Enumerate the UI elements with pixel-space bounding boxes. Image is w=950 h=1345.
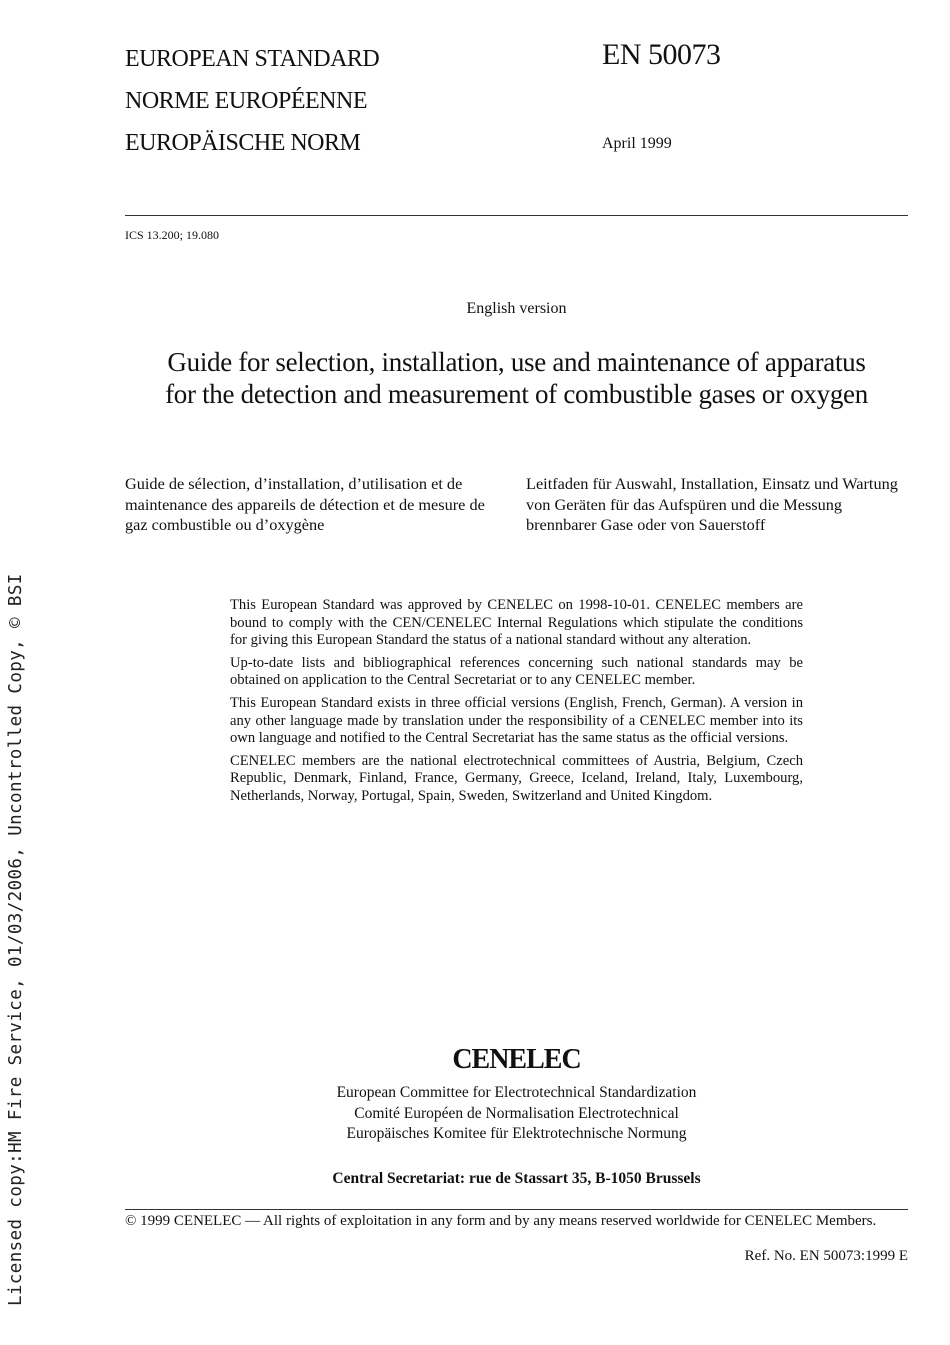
- body-paragraph: This European Standard was approved by CENELEC on 1998-10-01. CENELEC members are bound to comply with the CEN/CENELEC Internal Regulations which stipulate the conditions for giving this European Standard the status of a national standard without any alteration.: [230, 597, 803, 649]
- document-title: [118, 346, 915, 410]
- footer-divider: [125, 1209, 908, 1210]
- standard-name-en: EUROPEAN STANDARD: [125, 46, 380, 72]
- standard-number: EN 50073: [602, 38, 721, 71]
- body-paragraph: This European Standard exists in three official versions (English, French, German). A version in any other language made by translation under the responsibility of a CENELEC member into its own language and notified to the Central Secretariat has the same status as the official versions.: [230, 694, 803, 747]
- committee-name-fr: Comité Européen de Normalisation Electrotechnical: [354, 1104, 679, 1122]
- committee-name-de: Europäisches Komitee für Elektrotechnische Normung: [346, 1125, 687, 1142]
- publication-date: April 1999: [602, 135, 672, 152]
- title-french: Guide de sélection, d’installation, d’utilisation et de maintenance des appareils de détection et de mesure de gaz combustible ou d’oxygène: [125, 474, 485, 535]
- standard-name-fr: NORME EUROPÉENNE: [125, 88, 367, 114]
- secretariat-address: Central Secretariat: rue de Stassart 35, B-1050 Brussels: [332, 1170, 701, 1187]
- ics-code: ICS 13.200; 19.080: [125, 228, 220, 242]
- cenelec-logo: CENELEC: [452, 1044, 581, 1075]
- title-german: Leitfaden für Auswahl, Installation, Einsatz und Wartung von Geräten für das Aufspüren und die Messung brennbarer Gase oder von Sauerstoff: [526, 474, 898, 535]
- committee-name-en: European Committee for Electrotechnical Standardization: [336, 1084, 697, 1101]
- header-divider: [125, 215, 908, 216]
- title-line-2: for the detection and measurement of combustible gases or oxygen: [165, 379, 868, 409]
- approval-notice: [230, 597, 803, 811]
- body-paragraph: Up-to-date lists and bibliographical references concerning such national standards may be obtained on application to the Central Secretariat or to any CENELEC member.: [230, 654, 803, 689]
- reference-number: Ref. No. EN 50073:1999 E: [744, 1248, 908, 1264]
- license-stamp: Licensed copy:HM Fire Service, 01/03/2006, Uncontrolled Copy, © BSI: [6, 573, 26, 1306]
- committee-names: [125, 1083, 908, 1145]
- title-line-1: Guide for selection, installation, use and maintenance of apparatus: [167, 347, 866, 377]
- standard-name-de: EUROPÄISCHE NORM: [125, 130, 361, 156]
- copyright-notice: © 1999 CENELEC — All rights of exploitation in any form and by any means reserved worldwide for CENELEC Members.: [125, 1213, 877, 1229]
- version-label: English version: [466, 300, 567, 317]
- body-paragraph: CENELEC members are the national electrotechnical committees of Austria, Belgium, Czech Republic, Denmark, Finland, France, Germany, Greece, Iceland, Ireland, Italy, Luxembourg, Netherlands, Norway, Portugal, Spain, Sweden, Switzerland and United Kingdom.: [230, 752, 803, 804]
